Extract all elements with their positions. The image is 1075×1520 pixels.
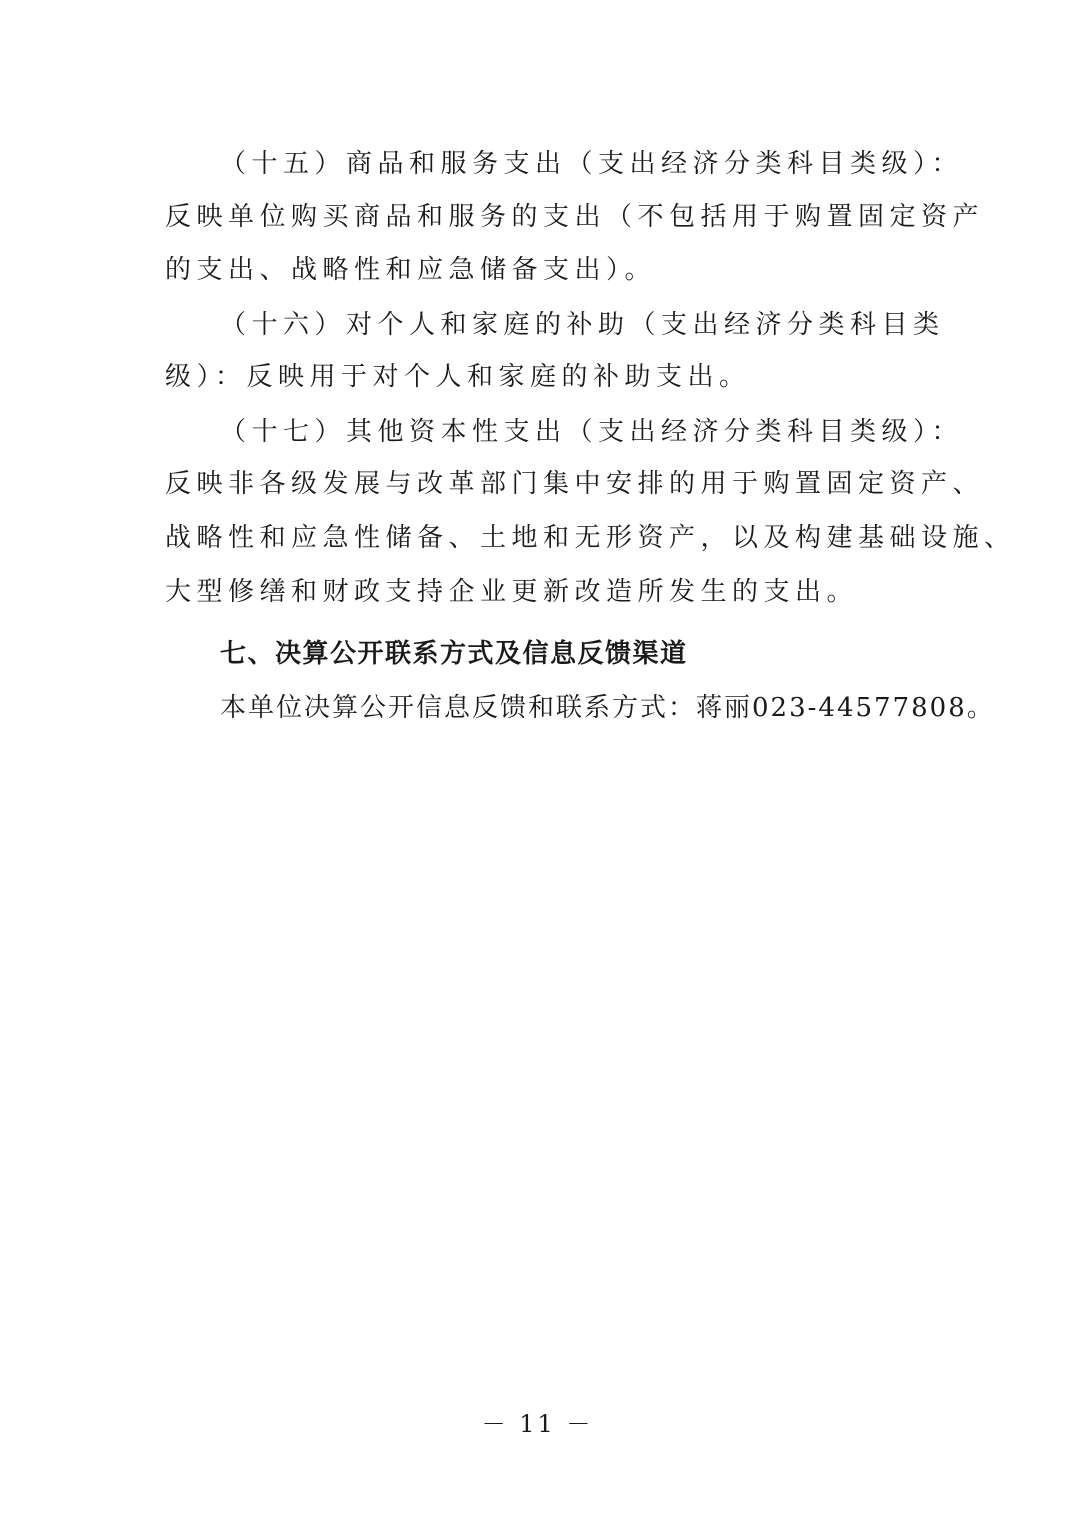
paragraph-17-line-2: 反映非各级发展与改革部门集中安排的用于购置固定资产、 xyxy=(165,469,985,499)
paragraph-17-line-1: （十七）其他资本性支出（支出经济分类科目类级）： xyxy=(220,417,964,447)
paragraph-16-line-1: （十六）对个人和家庭的补助（支出经济分类科目类 xyxy=(220,310,945,340)
paragraph-17-line-3: 战略性和应急性储备、土地和无形资产，以及构建基础设施、 xyxy=(165,523,1016,553)
paragraph-17-line-4: 大型修缮和财政支持企业更新改造所发生的支出。 xyxy=(165,577,859,607)
contact-info: 本单位决算公开信息反馈和联系方式：蒋丽023-44577808。 xyxy=(220,693,995,723)
paragraph-16-line-2: 级）：反映用于对个人和家庭的补助支出。 xyxy=(165,362,751,392)
paragraph-15-line-2: 反映单位购买商品和服务的支出（不包括用于购置固定资产 xyxy=(165,202,985,232)
page-number: － 11 － xyxy=(481,1410,594,1438)
paragraph-15-line-1: （十五）商品和服务支出（支出经济分类科目类级）： xyxy=(220,149,964,179)
paragraph-15-line-3: 的支出、战略性和应急储备支出）。 xyxy=(165,255,657,285)
section-heading: 七、决算公开联系方式及信息反馈渠道 xyxy=(220,639,688,669)
